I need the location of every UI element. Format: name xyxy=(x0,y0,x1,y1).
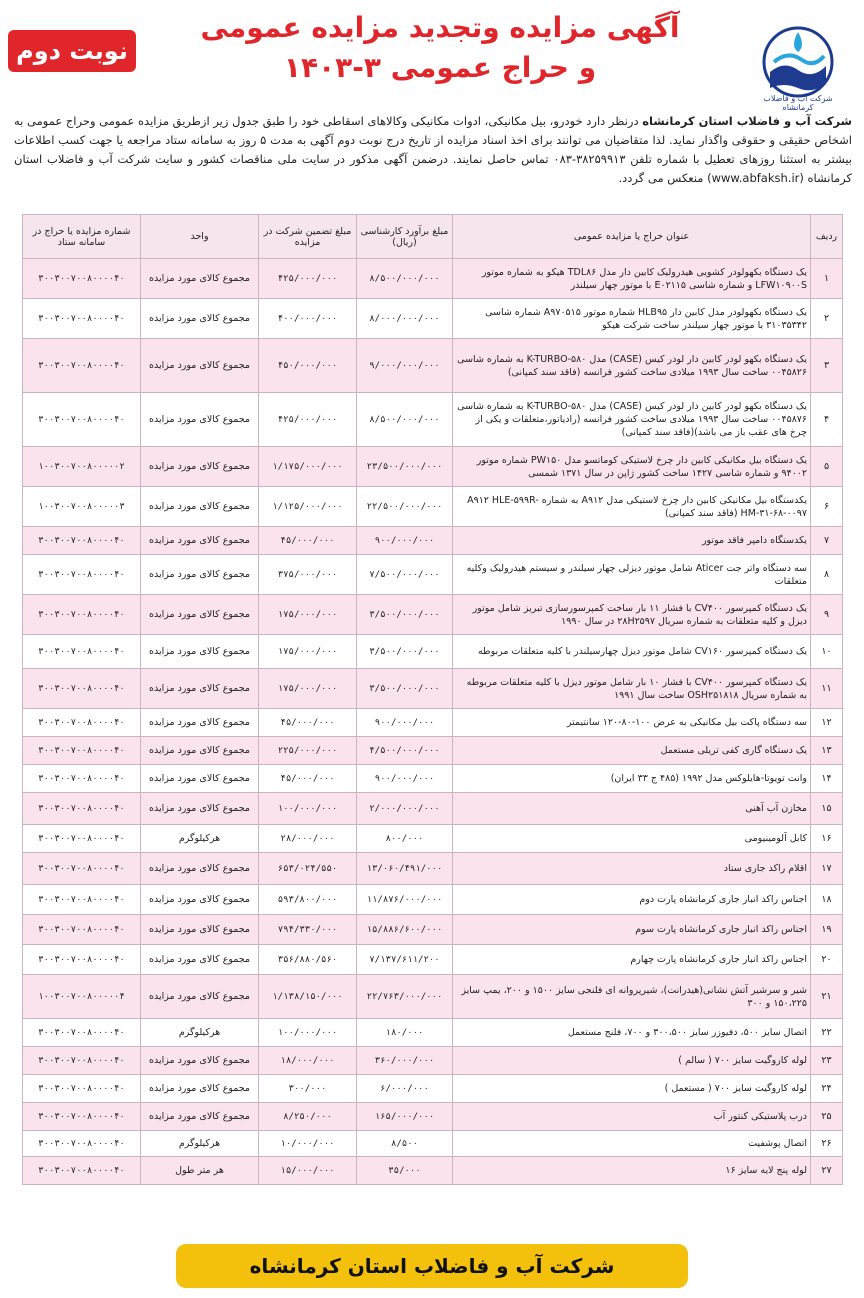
row-no: ۲۱ xyxy=(811,975,843,1019)
row-unit: مجموع کالای مورد مزایده xyxy=(141,393,259,447)
title-block xyxy=(170,8,710,88)
row-unit: مجموع کالای مورد مزایده xyxy=(141,447,259,487)
row-deposit: ۱۸/۰۰۰/۰۰۰ xyxy=(259,1047,357,1075)
row-no: ۹ xyxy=(811,595,843,635)
row-code: ۳۰۰۳۰۰۷۰۰۸۰۰۰۰۴۰ xyxy=(23,737,141,765)
row-code: ۳۰۰۳۰۰۷۰۰۸۰۰۰۰۴۰ xyxy=(23,825,141,853)
row-estimate: ۱۸۰/۰۰۰ xyxy=(357,1019,453,1047)
row-no: ۲۵ xyxy=(811,1103,843,1131)
table-row xyxy=(23,945,843,975)
table-row xyxy=(23,299,843,339)
row-deposit: ۱/۱۷۵/۰۰۰/۰۰۰ xyxy=(259,447,357,487)
intro-company: شرکت آب و فاضلاب استان کرمانشاه xyxy=(642,114,852,128)
row-desc: لوله کاروگیت سایز ۷۰۰ ( مستعمل ) xyxy=(453,1075,811,1103)
table-row xyxy=(23,259,843,299)
table-row xyxy=(23,527,843,555)
table-row xyxy=(23,555,843,595)
row-code: ۳۰۰۳۰۰۷۰۰۸۰۰۰۰۴۰ xyxy=(23,793,141,825)
row-unit: مجموع کالای مورد مزایده xyxy=(141,527,259,555)
row-no: ۱۹ xyxy=(811,915,843,945)
row-desc: یک دستگاه کمپرسور CV۴۰۰ با فشار ۱۱ بار ساخت کمپرسورسازی تبریز شامل موتور دیزل و کلیه متعلقات به شماره سریال ۲۸H۲۵۹۷ در سال ۱۹۹۰ xyxy=(453,595,811,635)
table-row xyxy=(23,765,843,793)
row-code: ۳۰۰۳۰۰۷۰۰۸۰۰۰۰۴۰ xyxy=(23,853,141,885)
row-desc: لوله پنج لایه سایز ۱۶ xyxy=(453,1157,811,1185)
title-line-1: آگهی مزایده وتجدید مزایده عمومی xyxy=(200,11,680,44)
table-row xyxy=(23,339,843,393)
row-code: ۳۰۰۳۰۰۷۰۰۸۰۰۰۰۴۰ xyxy=(23,1157,141,1185)
row-deposit: ۵۹۳/۸۰۰/۰۰۰ xyxy=(259,885,357,915)
table-row xyxy=(23,393,843,447)
row-no: ۱۳ xyxy=(811,737,843,765)
row-estimate: ۱۱/۸۷۶/۰۰۰/۰۰۰ xyxy=(357,885,453,915)
row-code: ۳۰۰۳۰۰۷۰۰۸۰۰۰۰۴۰ xyxy=(23,555,141,595)
row-estimate: ۳/۵۰۰/۰۰۰/۰۰۰ xyxy=(357,635,453,669)
row-desc: یکدستگاه بیل مکانیکی کابین دار چرخ لاستیکی مدل A۹۱۲ به شماره A۹۱۲ HLE-۵۹۹R-HM-۳۱-۶۸-۰۰۹۷ (فاقد سند کمپانی) xyxy=(453,487,811,527)
row-deposit: ۴۲۵/۰۰۰/۰۰۰ xyxy=(259,393,357,447)
row-unit: مجموع کالای مورد مزایده xyxy=(141,793,259,825)
row-desc: اتصال پوشفیت xyxy=(453,1131,811,1157)
table-row xyxy=(23,853,843,885)
row-code: ۳۰۰۳۰۰۷۰۰۸۰۰۰۰۴۰ xyxy=(23,945,141,975)
row-unit: مجموع کالای مورد مزایده xyxy=(141,595,259,635)
row-desc: درب پلاستیکی کنتور آب xyxy=(453,1103,811,1131)
row-estimate: ۷/۵۰۰/۰۰۰/۰۰۰ xyxy=(357,555,453,595)
table-row xyxy=(23,1157,843,1185)
row-code: ۳۰۰۳۰۰۷۰۰۸۰۰۰۰۴۰ xyxy=(23,1103,141,1131)
row-estimate: ۸/۵۰۰ xyxy=(357,1131,453,1157)
row-code: ۳۰۰۳۰۰۷۰۰۸۰۰۰۰۴۰ xyxy=(23,527,141,555)
row-code: ۳۰۰۳۰۰۷۰۰۸۰۰۰۰۴۰ xyxy=(23,885,141,915)
row-desc: یک دستگاه کمپرسور CV۱۶۰ شامل موتور دیزل چهارسیلندر با کلیه متعلقات مربوطه xyxy=(453,635,811,669)
row-no: ۲۴ xyxy=(811,1075,843,1103)
logo-caption: شرکت آب و فاضلاب کرمانشاه xyxy=(763,94,833,112)
row-no: ۵ xyxy=(811,447,843,487)
row-no: ۱۰ xyxy=(811,635,843,669)
row-code: ۳۰۰۳۰۰۷۰۰۸۰۰۰۰۴۰ xyxy=(23,339,141,393)
row-estimate: ۷/۱۳۷/۶۱۱/۲۰۰ xyxy=(357,945,453,975)
row-no: ۳ xyxy=(811,339,843,393)
row-deposit: ۸/۲۵۰/۰۰۰ xyxy=(259,1103,357,1131)
row-estimate: ۳/۵۰۰/۰۰۰/۰۰۰ xyxy=(357,595,453,635)
row-estimate: ۲/۰۰۰/۰۰۰/۰۰۰ xyxy=(357,793,453,825)
row-estimate: ۹۰۰/۰۰۰/۰۰۰ xyxy=(357,765,453,793)
row-desc: یک دستگاه گاری کفی تریلی مستعمل xyxy=(453,737,811,765)
row-desc: مخازن آب آهنی xyxy=(453,793,811,825)
row-deposit: ۱۷۵/۰۰۰/۰۰۰ xyxy=(259,669,357,709)
row-estimate: ۳۵/۰۰۰ xyxy=(357,1157,453,1185)
row-desc: یک دستگاه بکهو لودر کابین دار لودر کیس (CASE) مدل ۵۸۰-K-TURBO به شماره شاسی ۰۰۴۵۸۷۶ ساخت سال ۱۹۹۳ میلادی ساخت کشور فرانسه (رادیاتور،متعلقات و یکی از چرخ های عقب باز می باشد)(فاقد سند کمپانی) xyxy=(453,393,811,447)
table-row xyxy=(23,825,843,853)
row-estimate: ۸/۵۰۰/۰۰۰/۰۰۰ xyxy=(357,259,453,299)
table-row xyxy=(23,1131,843,1157)
row-estimate: ۴/۵۰۰/۰۰۰/۰۰۰ xyxy=(357,737,453,765)
row-code: ۳۰۰۳۰۰۷۰۰۸۰۰۰۰۴۰ xyxy=(23,1019,141,1047)
table-body xyxy=(23,259,843,1185)
header-est: مبلغ برآورد کارشناسی (ریال) xyxy=(357,215,453,259)
row-estimate: ۸/۰۰۰/۰۰۰/۰۰۰ xyxy=(357,299,453,339)
row-deposit: ۲۸/۰۰۰/۰۰۰ xyxy=(259,825,357,853)
table-row xyxy=(23,1019,843,1047)
table-row xyxy=(23,975,843,1019)
row-deposit: ۴۵/۰۰۰/۰۰۰ xyxy=(259,527,357,555)
row-no: ۱۵ xyxy=(811,793,843,825)
row-desc: اتصال سایز ۵۰۰، دفیوزر سایز ۳۰۰،۵۰۰ و ۷۰۰، فلنج مستعمل xyxy=(453,1019,811,1047)
row-deposit: ۲۲۵/۰۰۰/۰۰۰ xyxy=(259,737,357,765)
row-estimate: ۸/۵۰۰/۰۰۰/۰۰۰ xyxy=(357,393,453,447)
row-estimate: ۲۲/۵۰۰/۰۰۰/۰۰۰ xyxy=(357,487,453,527)
row-desc: اجناس راکد انبار جاری کرمانشاه پارت سوم xyxy=(453,915,811,945)
row-estimate: ۱۵/۸۸۶/۶۰۰/۰۰۰ xyxy=(357,915,453,945)
row-no: ۲۳ xyxy=(811,1047,843,1075)
row-desc: اجناس راکد انبار جاری کرمانشاه پارت چهارم xyxy=(453,945,811,975)
row-unit: مجموع کالای مورد مزایده xyxy=(141,709,259,737)
row-desc: لوله کاروگیت سایز ۷۰۰ ( سالم ) xyxy=(453,1047,811,1075)
row-desc: سه دستگاه پاکت بیل مکانیکی به عرض ۱۰۰-۸۰-۱۲۰ سانتیمتر xyxy=(453,709,811,737)
row-estimate: ۲۳/۵۰۰/۰۰۰/۰۰۰ xyxy=(357,447,453,487)
row-deposit: ۳۰۰/۰۰۰ xyxy=(259,1075,357,1103)
header-desc: عنوان حراج یا مزایده عمومی xyxy=(453,215,811,259)
row-no: ۱ xyxy=(811,259,843,299)
row-no: ۷ xyxy=(811,527,843,555)
row-code: ۱۰۰۳۰۰۷۰۰۸۰۰۰۰۰۴ xyxy=(23,975,141,1019)
row-no: ۲۶ xyxy=(811,1131,843,1157)
row-estimate: ۳/۵۰۰/۰۰۰/۰۰۰ xyxy=(357,669,453,709)
table-header-row xyxy=(23,215,843,259)
row-unit: مجموع کالای مورد مزایده xyxy=(141,1047,259,1075)
row-estimate: ۹۰۰/۰۰۰/۰۰۰ xyxy=(357,527,453,555)
row-code: ۳۰۰۳۰۰۷۰۰۸۰۰۰۰۴۰ xyxy=(23,1131,141,1157)
row-unit: مجموع کالای مورد مزایده xyxy=(141,635,259,669)
row-unit: هرکیلوگرم xyxy=(141,825,259,853)
table-row xyxy=(23,447,843,487)
row-unit: مجموع کالای مورد مزایده xyxy=(141,975,259,1019)
row-deposit: ۷۹۴/۳۳۰/۰۰۰ xyxy=(259,915,357,945)
header-code: شماره مزایده یا حراج در سامانه ستاد xyxy=(23,215,141,259)
row-estimate: ۶/۰۰۰/۰۰۰ xyxy=(357,1075,453,1103)
row-unit: مجموع کالای مورد مزایده xyxy=(141,915,259,945)
row-deposit: ۳۵۶/۸۸۰/۵۶۰ xyxy=(259,945,357,975)
row-no: ۱۱ xyxy=(811,669,843,709)
row-estimate: ۸۰۰/۰۰۰ xyxy=(357,825,453,853)
row-deposit: ۱/۱۲۵/۰۰۰/۰۰۰ xyxy=(259,487,357,527)
header-dep: مبلغ تضمین شرکت در مزایده xyxy=(259,215,357,259)
intro-text: درنظر دارد خودرو، بیل مکانیکی، ادوات مکانیکی وکالاهای اسقاطی خود را طبق جدول زیر ازطریق مزایده عمومی وحراج عمومی به اشخاص حقیقی و حقوقی واگذار نماید. لذا متقاضیان می توانند برای اخذ اسناد مزایده از تاریخ درج نوبت دوم آگهی به مدت ۵ روز به سامانه ستاد مراجعه یا جهت کسب اطلاعات بیشتر به استثنا روزهای تعطیل با شماره تلفن ۳۸۲۵۹۹۱۳-۰۸۳ تماس حاصل نمایند. درضمن آگهی مذکور در سایت ملی مناقصات کشور و سایت شرکت آب و فاضلاب استان کرمانشاه (www.abfaksh.ir) منعکس می گردد. xyxy=(14,114,853,185)
row-deposit: ۴۲۵/۰۰۰/۰۰۰ xyxy=(259,259,357,299)
row-deposit: ۴۵۰/۰۰۰/۰۰۰ xyxy=(259,339,357,393)
row-code: ۳۰۰۳۰۰۷۰۰۸۰۰۰۰۴۰ xyxy=(23,1047,141,1075)
row-estimate: ۳۶۰/۰۰۰/۰۰۰ xyxy=(357,1047,453,1075)
row-no: ۲۲ xyxy=(811,1019,843,1047)
row-unit: هر متر طول xyxy=(141,1157,259,1185)
row-no: ۱۴ xyxy=(811,765,843,793)
row-desc: یک دستگاه بکهو لودر کابین دار لودر کیس (CASE) مدل ۵۸۰-K-TURBO به شماره شاسی ۰۰۴۵۸۲۶ ساخت سال ۱۹۹۳ میلادی ساخت کشور فرانسه (فاقد سند کمپانی) xyxy=(453,339,811,393)
row-deposit: ۱۵/۰۰۰/۰۰۰ xyxy=(259,1157,357,1185)
row-deposit: ۴۰۰/۰۰۰/۰۰۰ xyxy=(259,299,357,339)
row-code: ۳۰۰۳۰۰۷۰۰۸۰۰۰۰۴۰ xyxy=(23,915,141,945)
row-code: ۳۰۰۳۰۰۷۰۰۸۰۰۰۰۴۰ xyxy=(23,595,141,635)
row-desc: یک دستگاه بکهولودر مدل کابین دار HLB۹۵ شماره موتور A۹۷۰۵۱۵ شماره شاسی ۳۱۰۳۵۳۴۲ با موتور چهار سیلندر ساخت شرکت هیکو xyxy=(453,299,811,339)
row-code: ۳۰۰۳۰۰۷۰۰۸۰۰۰۰۴۰ xyxy=(23,709,141,737)
row-deposit: ۱۰/۰۰۰/۰۰۰ xyxy=(259,1131,357,1157)
header xyxy=(0,0,864,112)
row-deposit: ۱۷۵/۰۰۰/۰۰۰ xyxy=(259,635,357,669)
table-row xyxy=(23,669,843,709)
row-code: ۱۰۰۳۰۰۷۰۰۸۰۰۰۰۰۲ xyxy=(23,447,141,487)
intro-paragraph xyxy=(14,112,852,188)
table-row xyxy=(23,737,843,765)
row-code: ۳۰۰۳۰۰۷۰۰۸۰۰۰۰۴۰ xyxy=(23,259,141,299)
row-desc: کابل آلومینیومی xyxy=(453,825,811,853)
row-code: ۳۰۰۳۰۰۷۰۰۸۰۰۰۰۴۰ xyxy=(23,1075,141,1103)
table-row xyxy=(23,709,843,737)
row-unit: مجموع کالای مورد مزایده xyxy=(141,737,259,765)
table-row xyxy=(23,1103,843,1131)
row-deposit: ۶۵۳/۰۲۴/۵۵۰ xyxy=(259,853,357,885)
round-badge: نوبت دوم xyxy=(8,30,136,72)
table-row xyxy=(23,915,843,945)
table-row xyxy=(23,1075,843,1103)
row-estimate: ۲۲/۷۶۳/۰۰۰/۰۰۰ xyxy=(357,975,453,1019)
auction-table xyxy=(22,214,843,1185)
row-desc: اجناس راکد انبار جاری کرمانشاه پارت دوم xyxy=(453,885,811,915)
table-row xyxy=(23,635,843,669)
table-row xyxy=(23,885,843,915)
row-unit: مجموع کالای مورد مزایده xyxy=(141,853,259,885)
company-logo-icon xyxy=(754,22,842,100)
header-no: ردیف xyxy=(811,215,843,259)
row-unit: مجموع کالای مورد مزایده xyxy=(141,945,259,975)
footer-banner: شرکت آب و فاضلاب استان کرمانشاه xyxy=(176,1244,688,1288)
row-desc: اقلام راکد جاری ستاد xyxy=(453,853,811,885)
row-no: ۲ xyxy=(811,299,843,339)
row-estimate: ۱۶۵/۰۰۰/۰۰۰ xyxy=(357,1103,453,1131)
row-unit: مجموع کالای مورد مزایده xyxy=(141,339,259,393)
title-line-2: و حراج عمومی ۳-۱۴۰۳ xyxy=(283,51,597,84)
row-desc: یک دستگاه بیل مکانیکی کابین دار چرخ لاستیکی کوماتسو مدل PW۱۵۰ شماره موتور ۹۴۰۰۲ و شماره شاسی ۱۴۲۷ ساخت کشور ژاپن در سال ۱۳۷۱ شمسی xyxy=(453,447,811,487)
row-unit: مجموع کالای مورد مزایده xyxy=(141,299,259,339)
row-deposit: ۱۰۰/۰۰۰/۰۰۰ xyxy=(259,793,357,825)
row-estimate: ۹۰۰/۰۰۰/۰۰۰ xyxy=(357,709,453,737)
table-row xyxy=(23,793,843,825)
row-unit: مجموع کالای مورد مزایده xyxy=(141,1075,259,1103)
row-no: ۱۶ xyxy=(811,825,843,853)
row-code: ۳۰۰۳۰۰۷۰۰۸۰۰۰۰۴۰ xyxy=(23,765,141,793)
row-no: ۱۲ xyxy=(811,709,843,737)
row-no: ۶ xyxy=(811,487,843,527)
row-estimate: ۱۳/۰۶۰/۴۹۱/۰۰۰ xyxy=(357,853,453,885)
table-row xyxy=(23,487,843,527)
row-code: ۳۰۰۳۰۰۷۰۰۸۰۰۰۰۴۰ xyxy=(23,299,141,339)
row-no: ۱۷ xyxy=(811,853,843,885)
row-code: ۱۰۰۳۰۰۷۰۰۸۰۰۰۰۰۳ xyxy=(23,487,141,527)
row-unit: مجموع کالای مورد مزایده xyxy=(141,669,259,709)
row-deposit: ۱/۱۳۸/۱۵۰/۰۰۰ xyxy=(259,975,357,1019)
row-deposit: ۳۷۵/۰۰۰/۰۰۰ xyxy=(259,555,357,595)
row-no: ۱۸ xyxy=(811,885,843,915)
row-unit: مجموع کالای مورد مزایده xyxy=(141,555,259,595)
row-unit: مجموع کالای مورد مزایده xyxy=(141,765,259,793)
row-no: ۴ xyxy=(811,393,843,447)
row-estimate: ۹/۰۰۰/۰۰۰/۰۰۰ xyxy=(357,339,453,393)
row-code: ۳۰۰۳۰۰۷۰۰۸۰۰۰۰۴۰ xyxy=(23,635,141,669)
row-unit: هرکیلوگرم xyxy=(141,1131,259,1157)
row-desc: یک دستگاه کمپرسور CV۴۰۰ با فشار ۱۰ بار شامل موتور دیزل با کلیه متعلقات مربوطه به شماره سریال OSH۲۵۱۸۱۸ ساخت سال ۱۹۹۱ xyxy=(453,669,811,709)
row-code: ۳۰۰۳۰۰۷۰۰۸۰۰۰۰۴۰ xyxy=(23,393,141,447)
row-desc: یک دستگاه بکهولودر کشویی هیدرولیک کابین دار مدل TDL۸۶ هیکو به شماره موتور LFW۱۰۹۰۰S و شماره شاسی E۰۲۱۱۵ با موتور چهار سیلندر xyxy=(453,259,811,299)
header-unit: واحد xyxy=(141,215,259,259)
row-unit: مجموع کالای مورد مزایده xyxy=(141,1103,259,1131)
row-deposit: ۴۵/۰۰۰/۰۰۰ xyxy=(259,709,357,737)
table-row xyxy=(23,595,843,635)
row-deposit: ۱۰۰/۰۰۰/۰۰۰ xyxy=(259,1019,357,1047)
row-unit: مجموع کالای مورد مزایده xyxy=(141,487,259,527)
row-desc: شیر و سرشیر آتش نشانی(هیدرانت)، شیرپروانه ای فلنجی سایز ۱۵۰۰ و ۲۰۰، یمپ سایز ۱۵۰،۲۲۵ و ۳۰۰ xyxy=(453,975,811,1019)
row-no: ۲۷ xyxy=(811,1157,843,1185)
row-unit: هرکیلوگرم xyxy=(141,1019,259,1047)
row-no: ۲۰ xyxy=(811,945,843,975)
row-unit: مجموع کالای مورد مزایده xyxy=(141,885,259,915)
table-row xyxy=(23,1047,843,1075)
row-desc: یکدستگاه دامپر فاقد موتور xyxy=(453,527,811,555)
row-no: ۸ xyxy=(811,555,843,595)
row-unit: مجموع کالای مورد مزایده xyxy=(141,259,259,299)
row-desc: سه دستگاه واتر جت Aticer شامل موتور دیزلی چهار سیلندر و سیستم هیدرولیک وکلیه متعلقات xyxy=(453,555,811,595)
row-deposit: ۴۵/۰۰۰/۰۰۰ xyxy=(259,765,357,793)
row-code: ۳۰۰۳۰۰۷۰۰۸۰۰۰۰۴۰ xyxy=(23,669,141,709)
row-desc: وانت تویوتا-هایلوکس مدل ۱۹۹۲ (۴۸۵ ج ۳۳ ایران) xyxy=(453,765,811,793)
row-deposit: ۱۷۵/۰۰۰/۰۰۰ xyxy=(259,595,357,635)
